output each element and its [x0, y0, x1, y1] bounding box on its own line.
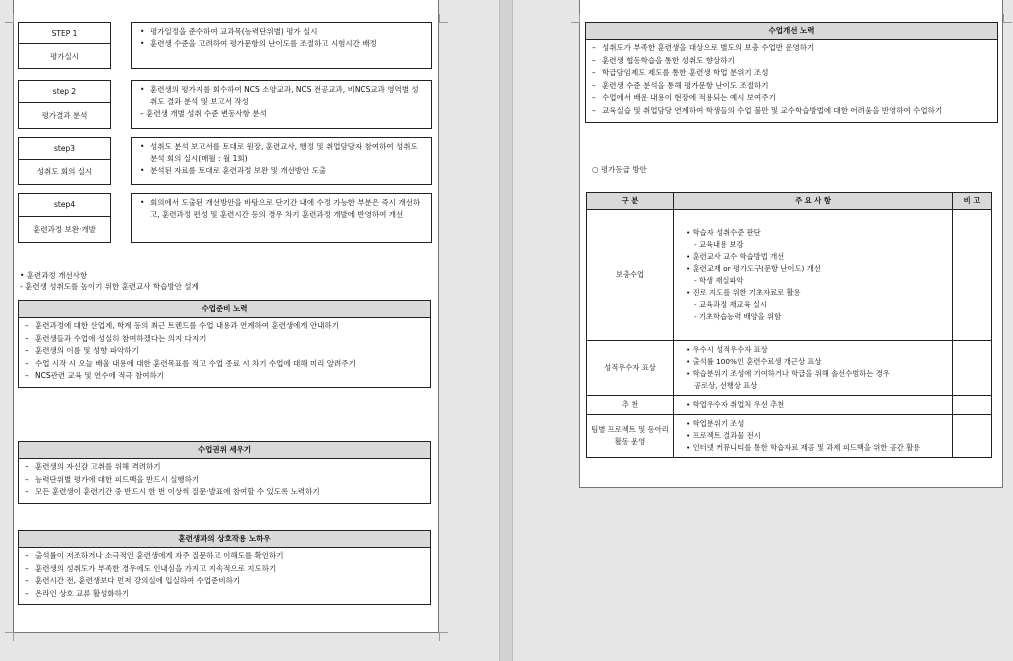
- step-title: 평가실시: [50, 51, 79, 61]
- step-bullet: • 평가일정을 준수하여 교과목(능력단위별) 평가 실시: [150, 26, 425, 38]
- row-category: 성적우수자 표상: [587, 341, 674, 396]
- step-row-2: [18, 80, 432, 129]
- step-title: 평가결과 분석: [41, 111, 88, 121]
- step-label: [18, 193, 111, 243]
- box-item: – 온라인 상호 교류 활성화하기: [25, 588, 424, 601]
- crop-mark: [439, 14, 448, 23]
- table-row: [587, 341, 992, 396]
- plan-title: ○ 평가등급 방안: [592, 165, 647, 174]
- box-item: – 교육실습 및 취업담당 연계하여 학생들의 수업 불만 및 교수학습방법에 대한 어려움을 반영하여 수업하기: [592, 105, 991, 118]
- column-header: 구 분: [587, 193, 674, 210]
- content-line: • 학습분위기 조성에 기여하거나 학급을 위해 솔선수범하는 경우: [686, 369, 890, 378]
- box-class-authority: [18, 441, 431, 504]
- content-line: • 학습자 성취수준 판단: [686, 228, 761, 237]
- table-header-row: [587, 193, 992, 210]
- box-item: – 능력단위별 평가에 대한 피드백을 반드시 실행하기: [25, 474, 424, 487]
- box-item: – 수업에서 배운 내용이 현장에 적용되는 예시 보여주기: [592, 92, 991, 105]
- column-header: 비 고: [953, 193, 992, 210]
- step-number: STEP 1: [19, 23, 110, 44]
- step-bullet: • 훈련생의 평가지를 회수하여 NCS 소양교과, NCS 전공교과, 비NCS교과 영역별 성취도 결과 분석 및 보고서 작성: [150, 84, 425, 108]
- box-item: – 학급담임제도 제도를 통한 훈련생 학업 분위기 조성: [592, 67, 991, 80]
- step-row-4: [18, 193, 432, 243]
- content-line: - 기초학습능력 배양을 위함: [694, 312, 782, 321]
- table-row: [587, 210, 992, 341]
- step-dash-line: – 훈련생 개별 성취 수준 변동사항 분석: [140, 109, 267, 118]
- box-item: – 훈련생의 이름 및 성향 파악하기: [25, 345, 424, 358]
- box-item: – NCS관련 교육 및 연수에 적극 참여하기: [25, 370, 424, 383]
- box-item: – 훈련생의 성취도가 부족한 경우에도 인내심을 가지고 지속적으로 지도하기: [25, 563, 424, 576]
- box-item: – 훈련시간 전, 훈련생보다 먼저 강의실에 입실하여 수업준비하기: [25, 575, 424, 588]
- row-content: [674, 341, 953, 396]
- row-remark: [953, 341, 992, 396]
- step-bullet: • 분석된 자료를 토대로 훈련과정 보완 및 개선방안 도출: [150, 165, 425, 177]
- step-bullet: • 성취도 분석 보고서를 토대로 원장, 훈련교사, 행정 및 취업담당자 참여하여 성취도 분석 회의 실시(매월 : 월 1회): [150, 141, 425, 165]
- content-line: • 출석률 100%인 훈련수료생 개근상 표상: [686, 357, 822, 366]
- content-line: • 학업분위기 조성: [686, 419, 745, 428]
- step-bullet: • 회의에서 도출된 개선방안을 바탕으로 단기간 내에 수정 가능한 부분은 즉시 개선하고, 훈련과정 편성 및 훈련시간 등의 경우 차기 훈련과정 개발에 반영하여 개선: [150, 197, 425, 221]
- box-trainee-interaction: [18, 530, 431, 605]
- crop-mark: [571, 14, 580, 23]
- box-item: – 출석률이 저조하거나 소극적인 훈련생에게 자주 질문하고 이해도를 확인하기: [25, 550, 424, 563]
- box-item: – 훈련생 수준 분석을 통해 평가문항 난이도 조절하기: [592, 80, 991, 93]
- table-row: [587, 415, 992, 458]
- row-content: [674, 396, 953, 415]
- content-line: • 학업우수자 취업처 우선 추천: [686, 400, 785, 409]
- content-line: - 교육내용 보강: [694, 240, 744, 249]
- step-bullet: • 훈련생 수준을 고려하여 평가문항의 난이도를 조절하고 시험시간 배정: [150, 38, 425, 50]
- box-header: 수업개선 노력: [586, 23, 997, 40]
- box-item: – 훈련과정에 대한 산업계, 학계 등의 최근 트렌드를 수업 내용과 연계하여 훈련생에게 안내하기: [25, 320, 424, 333]
- row-category: 팀별 프로젝트 및 동아리 활동 운영: [587, 415, 674, 458]
- improvement-note: [20, 270, 199, 292]
- step-dash-text: 훈련생 개별 성취 수준 변동사항 분석: [146, 109, 267, 118]
- step-label: [18, 22, 111, 69]
- crop-mark: [5, 632, 14, 641]
- content-line: • 진로 지도를 위한 기초자료로 활용: [686, 288, 801, 297]
- note-title: • 훈련과정 개선사항: [20, 271, 88, 280]
- box-item: – 훈련생들과 수업에 성실히 참여하겠다는 의지 다지기: [25, 333, 424, 346]
- box-class-preparation: [18, 300, 431, 388]
- table-row: [587, 396, 992, 415]
- row-remark: [953, 210, 992, 341]
- crop-mark: [1003, 14, 1012, 23]
- crop-mark: [439, 632, 448, 641]
- box-item: – 훈련생 협동학습을 통한 성취도 향상하기: [592, 55, 991, 68]
- content-line: • 인터넷 커뮤니티를 통한 학습자료 제공 및 과제 피드백을 위한 공간 활용: [686, 443, 921, 452]
- step-row-1: [18, 22, 432, 69]
- row-category: 보충수업: [587, 210, 674, 341]
- content-line: 공로상, 선행상 표상: [694, 381, 758, 390]
- box-header: 훈련생과의 상호작용 노하우: [19, 531, 430, 548]
- step-description: [131, 137, 432, 185]
- step-number: step 2: [19, 81, 110, 103]
- crop-mark: [5, 14, 14, 23]
- box-item: – 모든 훈련생이 훈련기간 중 반드시 한 번 이상씩 질문·발표에 참여할 수 있도록 노력하기: [25, 486, 424, 499]
- step-label: [18, 80, 111, 129]
- box-class-improvement: [585, 22, 998, 123]
- step-label: [18, 137, 111, 185]
- content-line: - 학생 재실파악: [694, 276, 744, 285]
- content-line: • 훈련교재 or 평가도구(문항 난이도) 개선: [686, 264, 821, 273]
- row-content: [674, 415, 953, 458]
- content-line: - 교육과정 재교육 실시: [694, 300, 768, 309]
- step-description: [131, 80, 432, 129]
- box-header: 수업준비 노력: [19, 301, 430, 318]
- step-title: 훈련과정 보완·개발: [33, 224, 96, 234]
- row-content: [674, 210, 953, 341]
- step-title: 성취도 회의 실시: [36, 167, 93, 177]
- content-line: • 프로젝트 결과물 전시: [686, 431, 761, 440]
- note-subtitle: - 훈련생 성취도를 높이기 위한 훈련교사 학습방안 설계: [20, 282, 199, 291]
- evaluation-plan-table: [586, 192, 992, 458]
- row-category: 추 천: [587, 396, 674, 415]
- box-item: – 성취도가 부족한 훈련생을 대상으로 별도의 보충 수업반 운영하기: [592, 42, 991, 55]
- box-item: – 훈련생의 자신감 고취를 위해 격려하기: [25, 461, 424, 474]
- row-remark: [953, 396, 992, 415]
- step-number: step4: [19, 194, 110, 217]
- column-header: 주 요 사 항: [674, 193, 953, 210]
- box-item: – 수업 시작 시 오늘 배울 내용에 대한 훈련목표를 적고 수업 종료 시 차기 수업에 대해 미리 알려주기: [25, 358, 424, 371]
- step-row-3: [18, 137, 432, 185]
- content-line: • 훈련교사 교수 학습방법 개선: [686, 252, 785, 261]
- step-description: [131, 22, 432, 69]
- step-description: [131, 193, 432, 243]
- page-gutter: [499, 0, 513, 661]
- content-line: • 우수시 성적우수자 표상: [686, 345, 768, 354]
- step-number: step3: [19, 138, 110, 160]
- row-remark: [953, 415, 992, 458]
- box-header: 수업권위 세우기: [19, 442, 430, 459]
